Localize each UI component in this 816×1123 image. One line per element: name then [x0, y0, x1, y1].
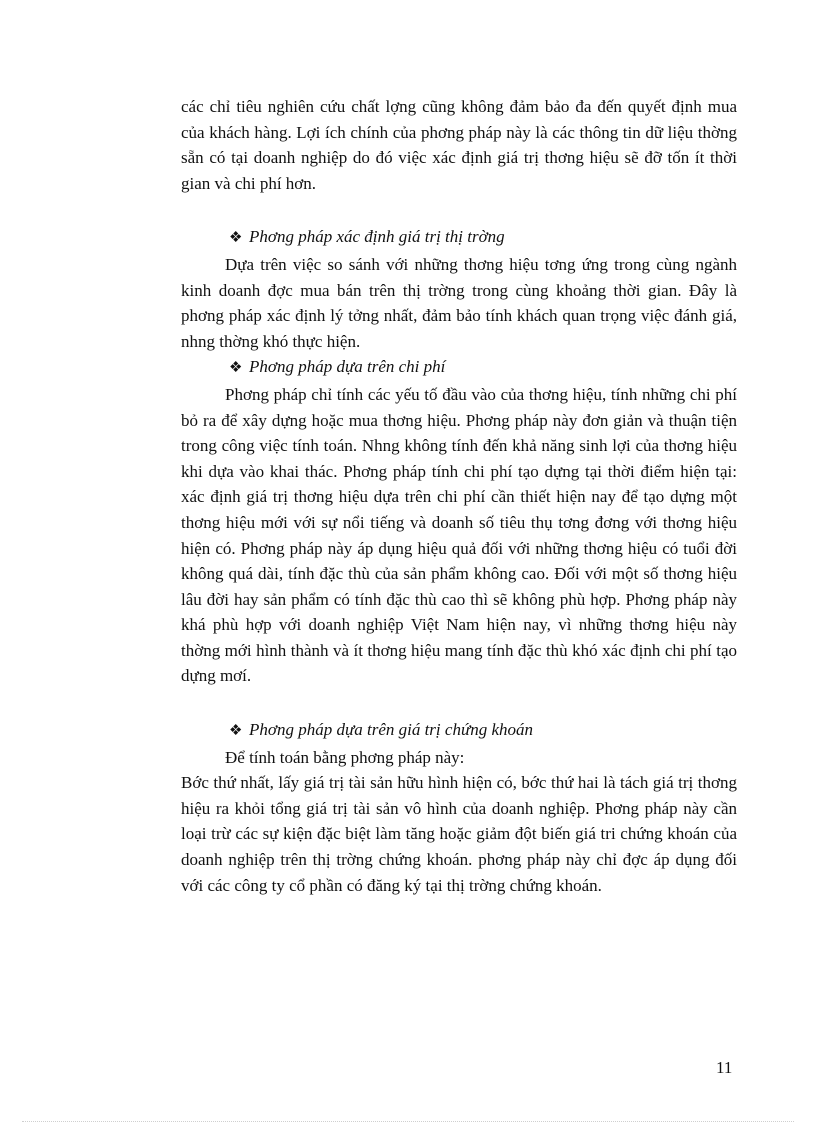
heading-cost-based-text: Phơng pháp dựa trên chi phí	[249, 357, 446, 377]
cost-based-paragraph: Phơng pháp chỉ tính các yếu tố đầu vào của thơng hiệu, tính những chi phí bỏ ra để xây dựng hoặc mua thơng hiệu. Phơng pháp này đơn giản và thuận tiện trong công việc tính toán. Nhng không tính đến khả năng sinh lợi của thơng hiệu khi dựa vào khai thác. Phơng pháp tính chi phí tạo dựng tại thời điểm hiện tại: xác định giá trị thơng hiệu dựa trên chi phí cần thiết hiện nay để tạo dựng một thơng hiệu mới với sự nổi tiếng và doanh số tiêu thụ tơng đơng với thơng hiệu hiện có. Phơng pháp này áp dụng hiệu quả đối với những thơng hiệu có tuổi đời không quá dài, tính đặc thù của sản phẩm không cao. Đối với một số thơng hiệu lâu đời hay sản phẩm có tính đặc thù cao thì sẽ không phù hợp. Phơng pháp này khá phù hợp với doanh nghiệp Việt Nam hiện nay, vì những thơng hiệu này thờng mới hình thành và ít thơng hiệu mang tính đặc thù khó xác định chi phí tạo dựng mơí.	[181, 384, 737, 686]
heading-market-value	[181, 224, 737, 252]
heading-stock-value	[181, 717, 737, 745]
diamond-bullet-icon: ❖	[229, 360, 243, 377]
page-content	[181, 94, 737, 898]
heading-cost-based	[181, 354, 737, 382]
page-bottom-divider	[22, 1121, 794, 1122]
heading-stock-value-text: Phơng pháp dựa trên giá trị chứng khoán	[249, 720, 534, 740]
stock-intro-paragraph: Để tính toán bằng phơng pháp này:	[225, 747, 465, 767]
spacer	[181, 689, 737, 717]
spacer	[181, 196, 737, 224]
heading-market-value-text: Phơng pháp xác định giá trị thị trờng	[249, 227, 505, 247]
stock-body-paragraph: Bớc thứ nhất, lấy giá trị tài sản hữu hình hiện có, bớc thứ hai là tách giá trị thơng hiệu ra khỏi tổng giá trị tài sản vô hình của doanh nghiệp. Phơng pháp này cần loại trừ các sự kiện đặc biệt làm tăng hoặc giảm đột biến giá tri chứng khoán của doanh nghiệp trên thị trờng chứng khoán. phơng pháp này chỉ đợc áp dụng đối với các công ty cổ phần có đăng ký tại thị trờng chứng khoán.	[181, 773, 737, 895]
intro-paragraph: các chỉ tiêu nghiên cứu chất lợng cũng không đảm bảo đa đến quyết định mua của khách hàng. Lợi ích chính của phơng pháp này là các thông tin dữ liệu thờng sẵn có tại doanh nghiệp do đó việc xác định giá trị thơng hiệu sẽ đỡ tốn ít thời gian và chi phí hơn.	[181, 97, 737, 193]
diamond-bullet-icon: ❖	[229, 230, 243, 247]
diamond-bullet-icon: ❖	[229, 723, 243, 740]
market-value-paragraph: Dựa trên việc so sánh với những thơng hiệu tơng ứng trong cùng ngành kinh doanh đợc mua bán trên thị trờng trong cùng khoảng thời gian. Đây là phơng pháp xác định lý tởng nhất, đảm bảo tính khách quan trọng việc đánh giá, nhng thờng khó thực hiện.	[181, 254, 737, 351]
page-number: 11	[716, 1058, 733, 1077]
